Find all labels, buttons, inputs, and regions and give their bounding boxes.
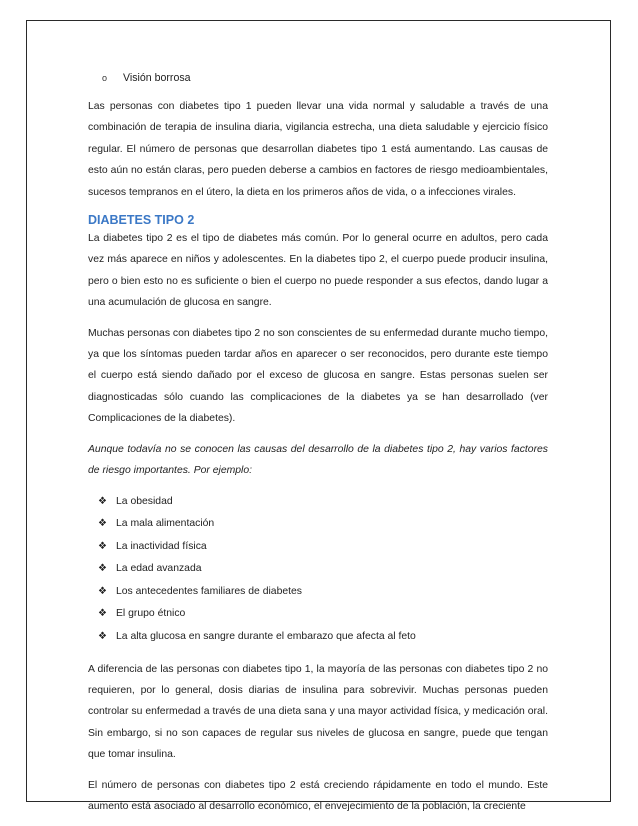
list-item: ❖ La inactividad física [88, 536, 548, 559]
document-body [88, 68, 548, 818]
diamond-bullet-icon: ❖ [98, 608, 107, 620]
diamond-bullet-icon: ❖ [98, 495, 107, 507]
vision-bullet [102, 68, 548, 88]
list-item: ❖ La obesidad [88, 491, 548, 514]
paragraph-type1: Las personas con diabetes tipo 1 pueden llevar una vida normal y saludable a través de una combinación de terapia de insulina diaria, vigilancia estrecha, una dieta saludable y ejercicio físico regular. El número de personas que desarrollan diabetes tipo 1 está aumentando. Las causas de esto aún no están claras, pero pueden deberse a cambios en factores de riesgo medioambientales, sucesos tempranos en el útero, la dieta en los primeros años de vida, o a infecciones virales. [88, 101, 548, 198]
list-item: ❖ Los antecedentes familiares de diabetes [88, 581, 548, 604]
risk-factor-list [88, 491, 548, 649]
paragraph-treatment: A diferencia de las personas con diabetes tipo 1, la mayoría de las personas con diabetes tipo 2 no requieren, por lo general, dosis diarias de insulina para sobrevivir. Muchas personas pueden controlar su enfermedad a través de una dieta sana y una mayor actividad física, y medicación oral. Sin embargo, si no son capaces de regular sus niveles de glucosa en sangre, puede que tengan que tomar insulina. [88, 663, 548, 761]
list-item: ❖ La alta glucosa en sangre durante el embarazo que afecta al feto [88, 626, 548, 649]
paragraph-type2-intro: La diabetes tipo 2 es el tipo de diabetes más común. Por lo general ocurre en adultos, pero cada vez más aparece en niños y adolescentes. En la diabetes tipo 2, el cuerpo puede producir insulina, pero o bien esto no es suficiente o bien el cuerpo no puede responder a sus efectos, dando lugar a una acumulación de glucosa en sangre. [88, 233, 548, 309]
diamond-bullet-icon: ❖ [98, 518, 107, 530]
circle-bullet-icon: o [102, 73, 108, 83]
list-item: ❖ El grupo étnico [88, 603, 548, 626]
paragraph-risk-intro: Aunque todavía no se conocen las causas del desarrollo de la diabetes tipo 2, hay varios factores de riesgo importantes. Por ejemplo: [88, 443, 548, 477]
paragraph-symptoms: Muchas personas con diabetes tipo 2 no son conscientes de su enfermedad durante mucho tiempo, ya que los síntomas pueden tardar años en aparecer o ser reconocidos, pero durante este tiempo el cuerpo está siendo dañado por el exceso de glucosa en sangre. Estas personas suelen ser diagnosticadas sólo cuando las complicaciones de la diabetes ya se han desarrollado (ver Complicaciones de la diabetes). [88, 327, 548, 425]
paragraph-growth: El número de personas con diabetes tipo 2 está creciendo rápidamente en todo el mundo. Este aumento está asociado al desarrollo económico, el envejecimiento de la población, la creciente [88, 779, 548, 813]
diamond-bullet-icon: ❖ [98, 631, 107, 643]
diamond-bullet-icon: ❖ [98, 540, 107, 552]
list-item: ❖ La mala alimentación [88, 513, 548, 536]
vision-bullet-text: Visión borrosa [123, 72, 191, 84]
diamond-bullet-icon: ❖ [98, 563, 107, 575]
section-heading: DIABETES TIPO 2 [88, 213, 195, 228]
list-item: ❖ La edad avanzada [88, 558, 548, 581]
diamond-bullet-icon: ❖ [98, 585, 107, 597]
